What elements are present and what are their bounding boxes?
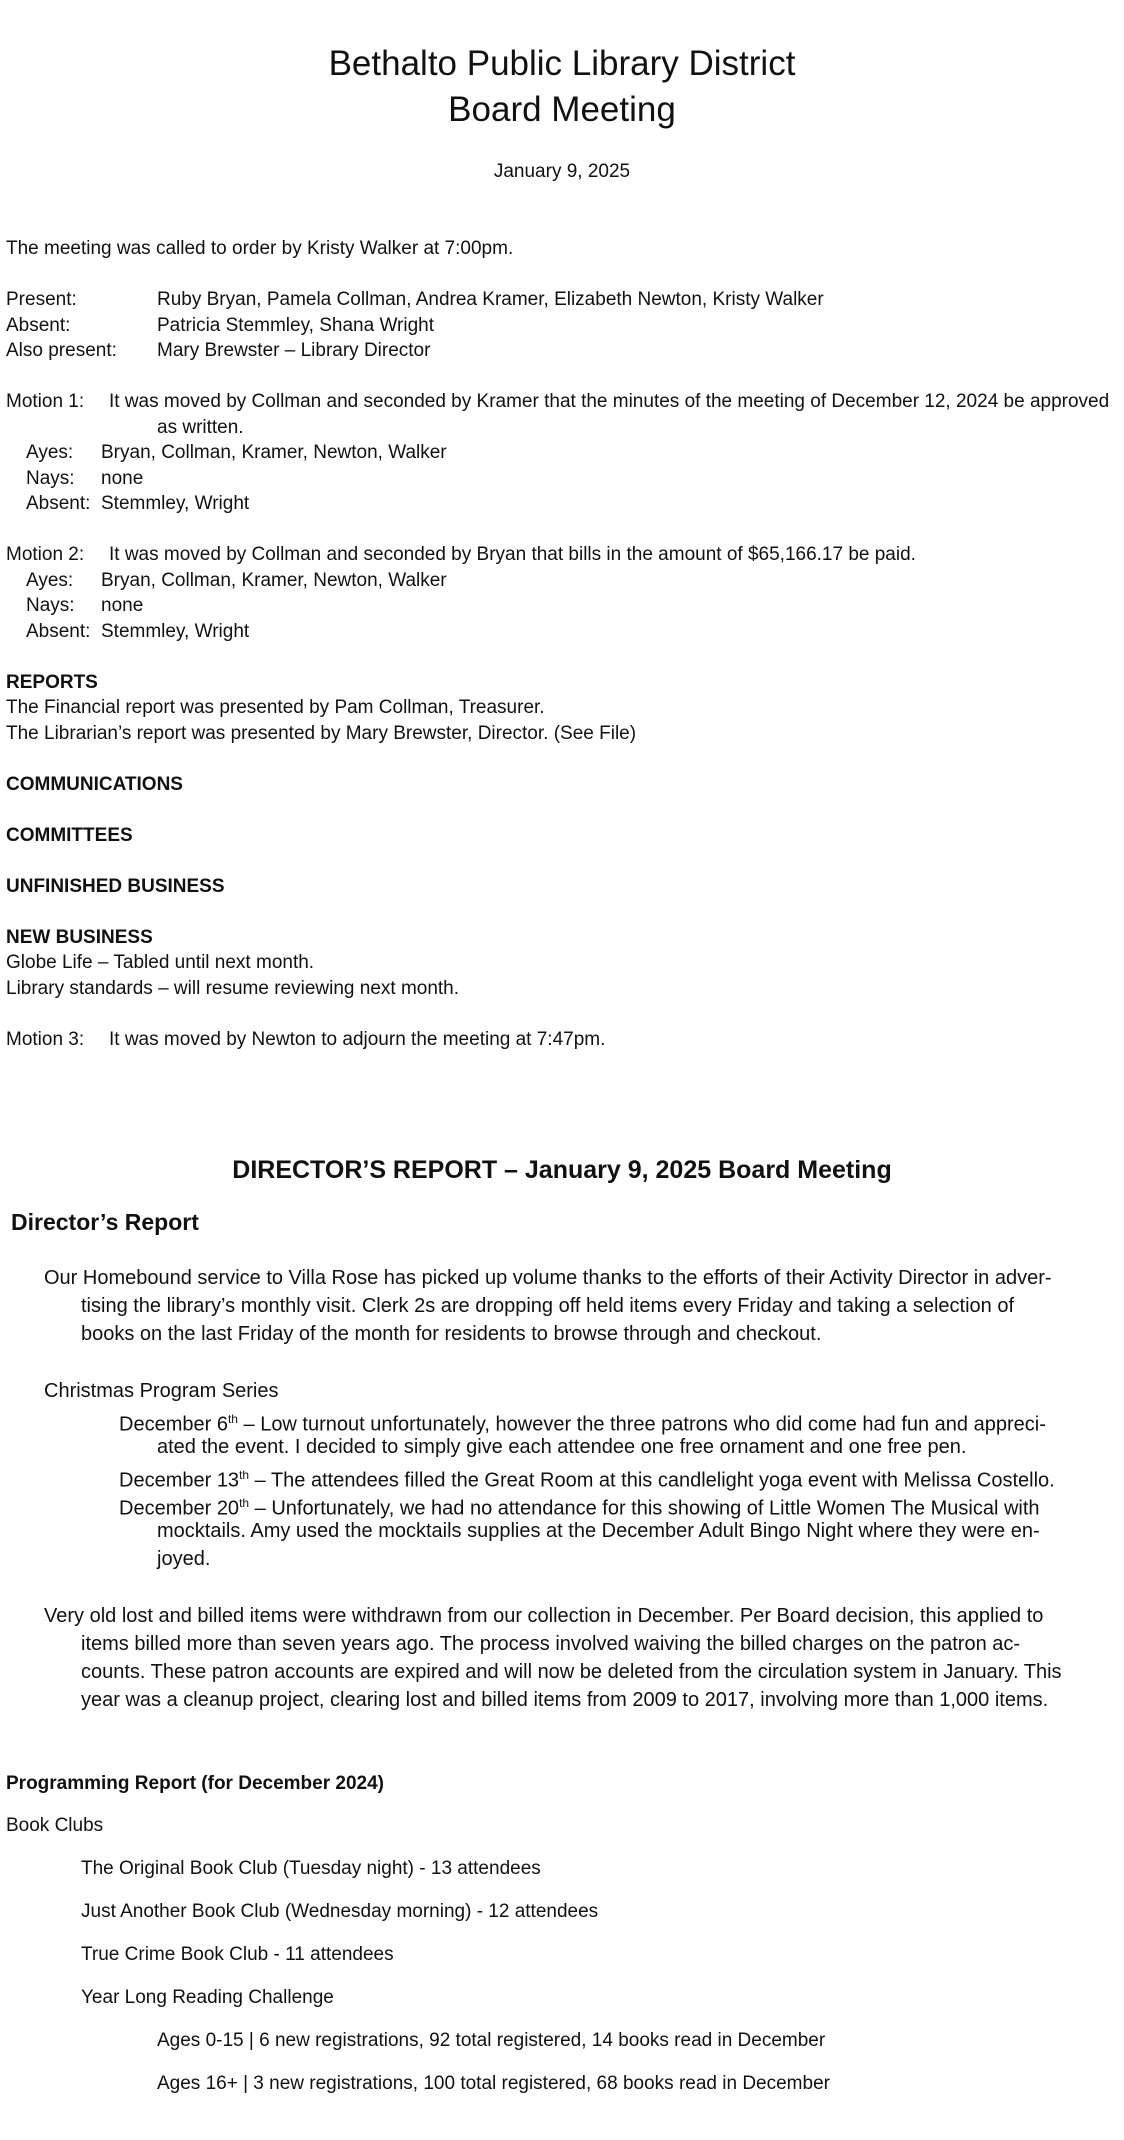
attendance-also-value: Mary Brewster – Library Director (157, 340, 431, 361)
lost-items-line: Very old lost and billed items were withdrawn from our collection in December. Per Board decision, this applied to (44, 1605, 1044, 1627)
christmas-heading: Christmas Program Series (44, 1380, 279, 1402)
motion2-nays-label: Nays: (26, 595, 75, 616)
motion1-text-line2: as written. (157, 416, 244, 438)
document-title-line2: Board Meeting (448, 90, 676, 129)
christmas-item-dec20: December 20th – Unfortunately, we had no attendance for this showing of Little Women The Musical with (119, 1496, 1040, 1520)
motion1-ayes: Bryan, Collman, Kramer, Newton, Walker (101, 442, 447, 463)
motion2-nays: none (101, 595, 144, 616)
book-clubs-heading: Book Clubs (6, 1815, 104, 1836)
reports-heading: REPORTS (6, 671, 98, 693)
attendance-present-value: Ruby Bryan, Pamela Collman, Andrea Kramer, Elizabeth Newton, Kristy Walker (157, 289, 824, 310)
communications-heading: COMMUNICATIONS (6, 773, 183, 795)
motion1-absent-label: Absent: (26, 493, 91, 514)
book-club-item: Just Another Book Club (Wednesday morning) - 12 attendees (81, 1901, 599, 1922)
attendance-absent-label: Absent: (6, 314, 71, 336)
lost-items-line: counts. These patron accounts are expired and will now be deleted from the circulation system in January. This (81, 1661, 1062, 1683)
unfinished-business-heading: UNFINISHED BUSINESS (6, 875, 225, 897)
director-report-subtitle: Director’s Report (11, 1209, 199, 1235)
christmas-item-dec6: December 6th – Low turnout unfortunately, however the three patrons who did come had fun and appreci- (119, 1412, 1046, 1436)
motion1-text-line1: It was moved by Collman and seconded by Kramer that the minutes of the meeting of December 12, 2024 be approved (109, 391, 1110, 412)
call-to-order: The meeting was called to order by Kristy Walker at 7:00pm. (6, 238, 514, 259)
book-club-item: The Original Book Club (Tuesday night) - 13 attendees (81, 1858, 541, 1879)
motion2-text: It was moved by Collman and seconded by Bryan that bills in the amount of $65,166.17 be paid. (109, 544, 916, 565)
motion3-label: Motion 3: (6, 1028, 85, 1050)
motion3-text: It was moved by Newton to adjourn the meeting at 7:47pm. (109, 1028, 606, 1050)
programming-report-heading: Programming Report (for December 2024) (6, 1773, 384, 1794)
meeting-date: January 9, 2025 (493, 161, 631, 182)
director-report-title: DIRECTOR’S REPORT – January 9, 2025 Board Meeting (232, 1156, 892, 1184)
attendance-present-label: Present: (6, 289, 77, 310)
book-club-item: Year Long Reading Challenge (81, 1987, 334, 2008)
committees-heading: COMMITTEES (6, 824, 133, 846)
christmas-item-dec6-cont: ated the event. I decided to simply give each attendee one free ornament and one free pen. (157, 1436, 967, 1458)
homebound-line: tising the library’s monthly visit. Clerk 2s are dropping off held items every Friday and taking a selection of (81, 1295, 1015, 1317)
homebound-line: books on the last Friday of the month for residents to browse through and checkout. (81, 1323, 822, 1345)
new-business-line: Globe Life – Tabled until next month. (6, 952, 315, 973)
homebound-line: Our Homebound service to Villa Rose has picked up volume thanks to the efforts of their Activity Director in adver- (44, 1267, 1052, 1289)
financial-report-line: The Financial report was presented by Pam Collman, Treasurer. (6, 697, 545, 718)
motion2-absent: Stemmley, Wright (101, 620, 250, 642)
reading-challenge-item: Ages 16+ | 3 new registrations, 100 total registered, 68 books read in December (157, 2073, 830, 2094)
motion2-ayes-label: Ayes: (26, 569, 74, 591)
new-business-line: Library standards – will resume reviewing next month. (6, 977, 460, 999)
motion1-label: Motion 1: (6, 391, 85, 412)
motion2-absent-label: Absent: (26, 620, 91, 642)
motion1-nays-label: Nays: (26, 467, 75, 489)
lost-items-line: items billed more than seven years ago. The process involved waiving the billed charges on the patron ac- (81, 1633, 1021, 1655)
motion2-label: Motion 2: (6, 544, 85, 565)
attendance-absent-value: Patricia Stemmley, Shana Wright (157, 314, 435, 336)
new-business-heading: NEW BUSINESS (6, 926, 153, 948)
motion1-ayes-label: Ayes: (26, 442, 74, 463)
motion2-ayes: Bryan, Collman, Kramer, Newton, Walker (101, 569, 447, 591)
motion1-nays: none (101, 467, 144, 489)
lost-items-line: year was a cleanup project, clearing lost and billed items from 2009 to 2017, involving more than 1,000 items. (81, 1689, 1049, 1711)
document-title-line1: Bethalto Public Library District (328, 44, 796, 83)
attendance-also-label: Also present: (6, 340, 117, 361)
christmas-item-dec20-cont: joyed. (157, 1548, 211, 1570)
reading-challenge-item: Ages 0-15 | 6 new registrations, 92 total registered, 14 books read in December (157, 2030, 826, 2051)
librarian-report-line: The Librarian’s report was presented by Mary Brewster, Director. (See File) (6, 722, 637, 744)
christmas-item-dec13: December 13th – The attendees filled the Great Room at this candlelight yoga event with Melissa Costello. (119, 1468, 1055, 1492)
motion1-absent: Stemmley, Wright (101, 493, 250, 514)
christmas-item-dec20-cont: mocktails. Amy used the mocktails supplies at the December Adult Bingo Night where they were en- (157, 1520, 1040, 1542)
book-club-item: True Crime Book Club - 11 attendees (81, 1944, 394, 1965)
